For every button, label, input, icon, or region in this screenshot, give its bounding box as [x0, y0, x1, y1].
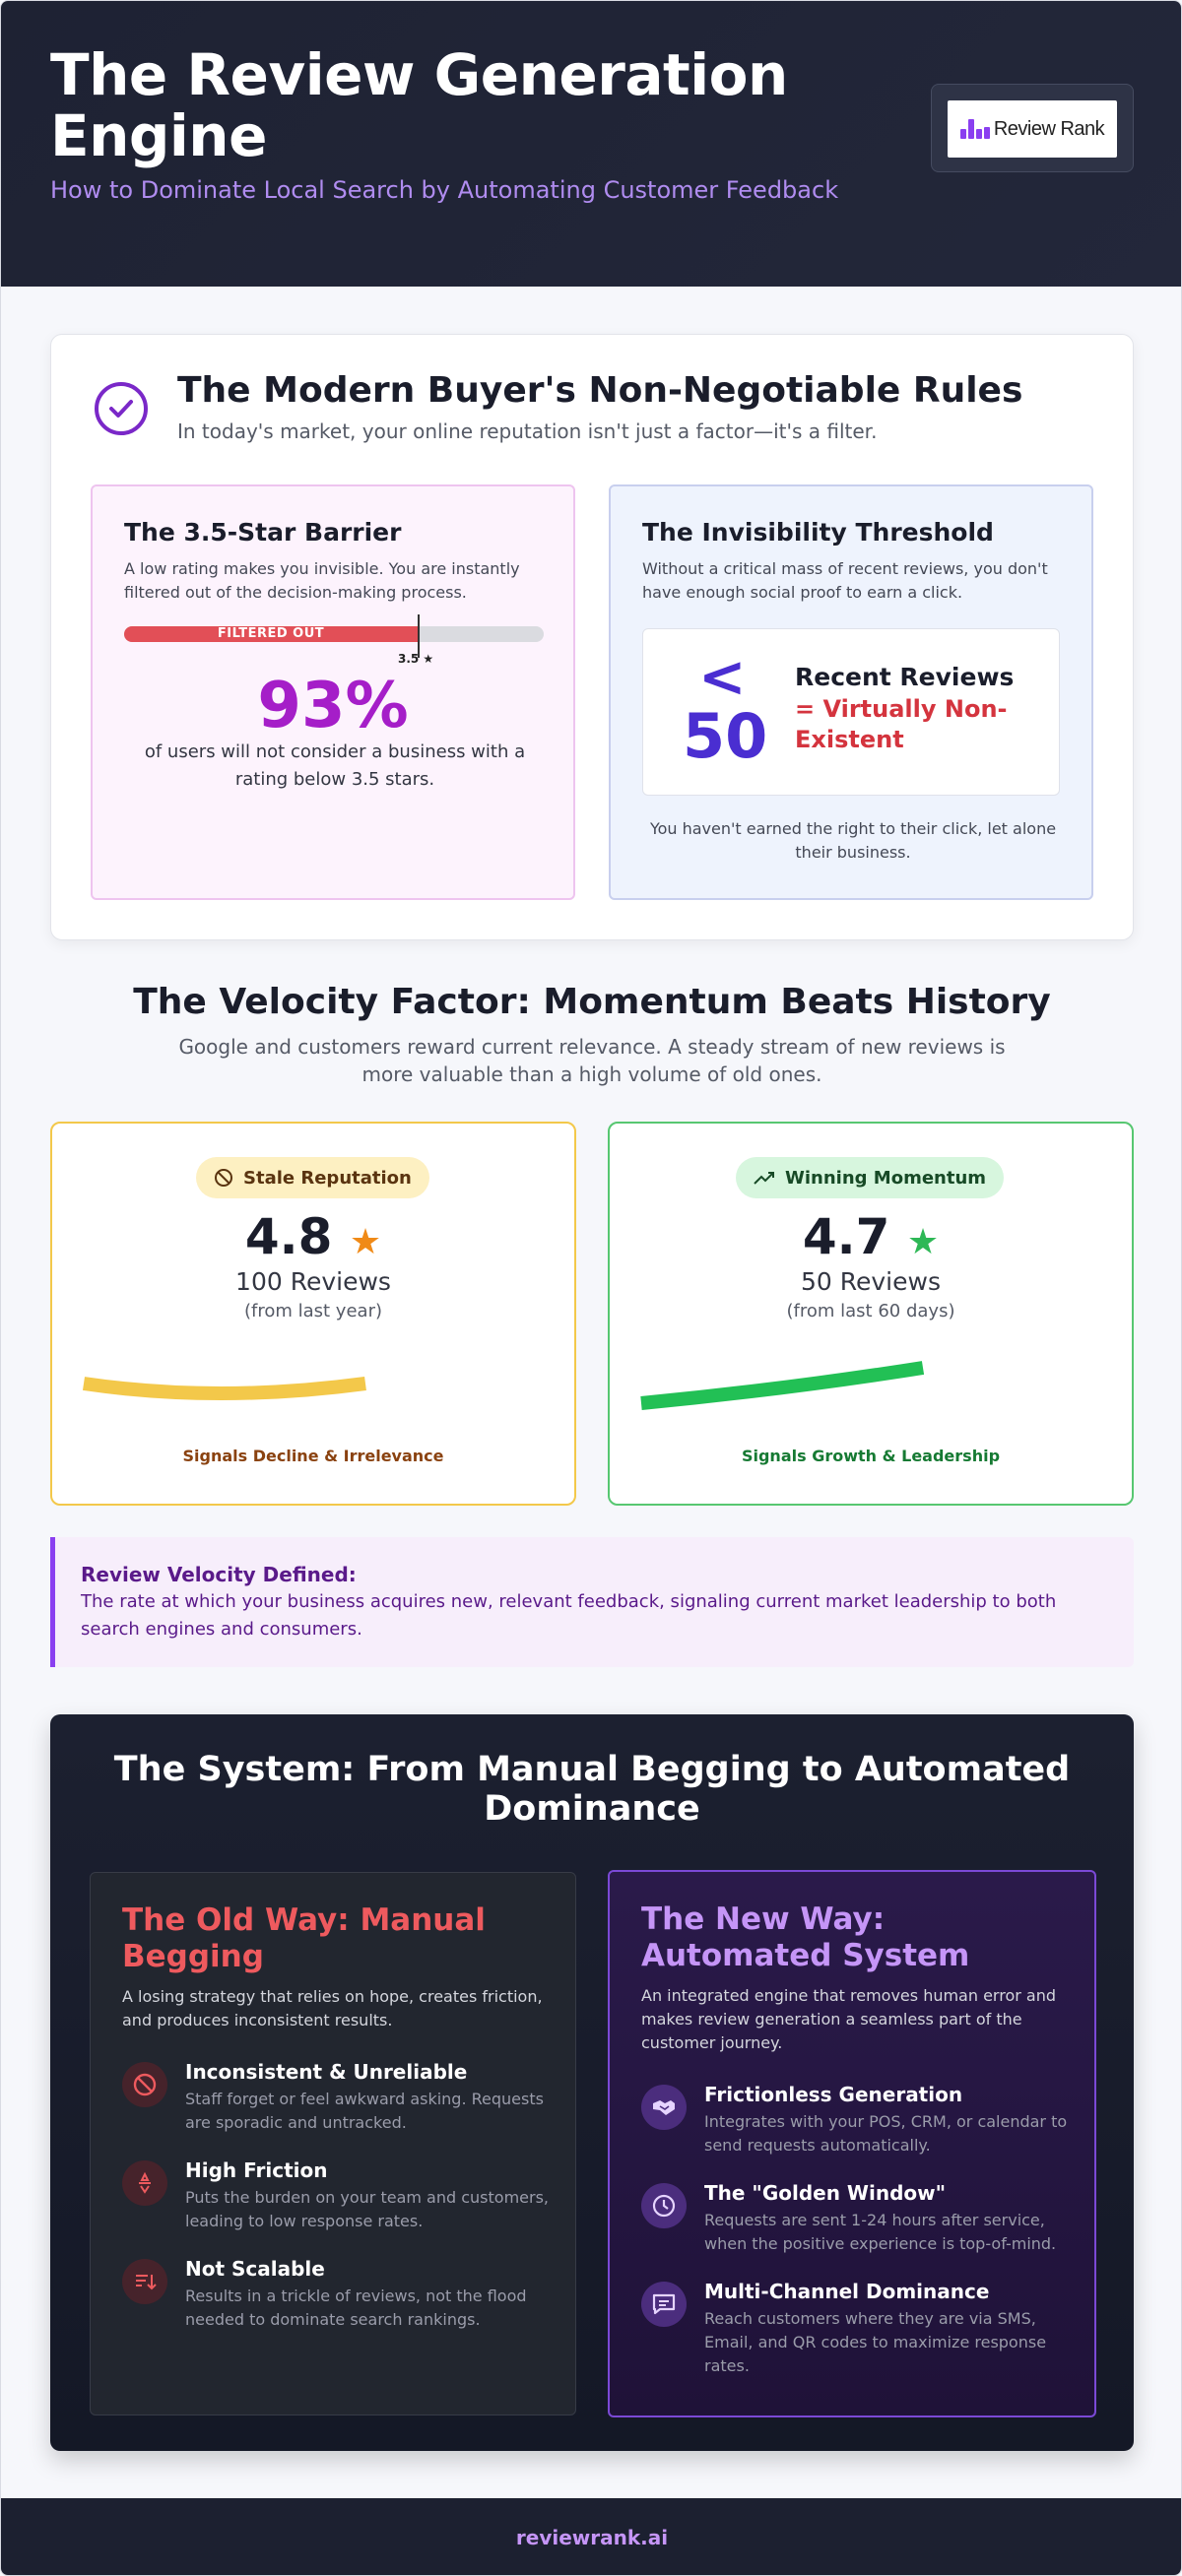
- threshold-title: The Invisibility Threshold: [642, 518, 994, 547]
- old-way-title: The Old Way: Manual Begging: [122, 1902, 486, 1974]
- system-title: The System: From Manual Begging to Automated Dominance: [113, 1750, 1071, 1829]
- star-icon: ★: [349, 1222, 382, 1262]
- new-item-text: Reach customers where they are via SMS, Email, and QR codes to maximize response rates.: [704, 2309, 1047, 2375]
- threshold-panel: [609, 484, 1093, 900]
- rules-subtitle: In today's market, your online reputation isn't just a factor—it's a filter.: [177, 419, 878, 443]
- new-item-golden-window: [641, 2181, 1075, 2270]
- trending-up-icon: [754, 1170, 775, 1186]
- stale-badge-label: Stale Reputation: [243, 1167, 412, 1189]
- header: [1, 1, 1182, 287]
- ban-icon: [122, 2062, 167, 2107]
- friction-icon: [122, 2160, 167, 2206]
- recent-reviews-label: Recent Reviews: [795, 663, 1015, 691]
- less-than-symbol: <: [698, 643, 747, 710]
- new-way-panel: [608, 1870, 1096, 2417]
- old-item-title: High Friction: [185, 2158, 328, 2182]
- declining-trend-line: [80, 1360, 375, 1419]
- winning-signal: Signals Growth & Leadership: [741, 1447, 1001, 1465]
- stale-review-count: 100 Reviews: [235, 1267, 391, 1296]
- velocity-subtitle: Google and customers reward current relevance. A steady stream of new reviews is more valuable than a high volume of old ones.: [178, 1035, 1006, 1086]
- winning-rating-value: 4.7: [802, 1208, 890, 1265]
- winning-badge-label: Winning Momentum: [785, 1167, 987, 1189]
- new-item-multi-channel: [641, 2280, 1075, 2375]
- stat-93-percent: 93%: [257, 670, 409, 742]
- velocity-definition: [50, 1537, 1134, 1667]
- logo-bars-icon: [960, 119, 990, 139]
- filtered-out-bar: FILTERED OUT: [124, 626, 418, 642]
- velocity-title: The Velocity Factor: Momentum Beats History: [133, 982, 1051, 1022]
- new-way-title: The New Way: Automated System: [641, 1901, 970, 1973]
- definition-title: Review Velocity Defined:: [81, 1563, 357, 1586]
- star-icon: ★: [906, 1222, 940, 1262]
- recent-reviews-box: [642, 628, 1060, 796]
- winning-badge: [736, 1157, 1004, 1198]
- old-item-inconsistent: [122, 2060, 556, 2149]
- barrier-panel: [91, 484, 575, 900]
- old-item-title: Inconsistent & Unreliable: [185, 2060, 468, 2084]
- stale-signal: Signals Decline & Irrelevance: [182, 1447, 444, 1465]
- new-item-title: Multi-Channel Dominance: [704, 2280, 990, 2303]
- new-item-title: Frictionless Generation: [704, 2083, 963, 2106]
- threshold-footer: You haven't earned the right to their click, let alone their business.: [649, 819, 1057, 862]
- footer: [1, 2498, 1182, 2576]
- ban-icon: [214, 1168, 233, 1188]
- rules-title: The Modern Buyer's Non-Negotiable Rules: [177, 370, 1023, 411]
- stale-period: (from last year): [243, 1301, 382, 1321]
- logo: [948, 100, 1117, 158]
- old-item-text: Puts the burden on your team and customers, leading to low response rates.: [185, 2188, 549, 2230]
- threshold-label: 3.5 ★: [398, 652, 434, 666]
- old-item-text: Results in a trickle of reviews, not the flood needed to dominate search rankings.: [185, 2286, 527, 2329]
- new-way-desc: An integrated engine that removes human error and makes review generation a seamless part of the customer journey.: [641, 1986, 1057, 2052]
- page-subtitle: How to Dominate Local Search by Automating Customer Feedback: [50, 176, 839, 204]
- stale-rating: [52, 1208, 574, 1265]
- message-icon: [641, 2282, 687, 2327]
- new-item-frictionless: [641, 2083, 1075, 2171]
- stat-description: of users will not consider a business with a rating below 3.5 stars.: [144, 741, 526, 790]
- stale-rating-value: 4.8: [244, 1208, 333, 1265]
- growth-trend-line: [637, 1360, 933, 1419]
- threshold-desc: Without a critical mass of recent reviews, you don't have enough social proof to earn a click.: [642, 559, 1048, 602]
- list-down-icon: [122, 2259, 167, 2304]
- stale-badge: [196, 1157, 429, 1198]
- stale-reputation-card: [50, 1122, 576, 1506]
- old-way-panel: [90, 1872, 576, 2415]
- non-existent-warning: = Virtually Non-Existent: [795, 695, 1008, 753]
- barrier-desc: A low rating makes you invisible. You are instantly filtered out of the decision-making process.: [124, 559, 520, 602]
- winning-momentum-card: [608, 1122, 1134, 1506]
- old-item-title: Not Scalable: [185, 2257, 325, 2281]
- old-way-desc: A losing strategy that relies on hope, creates friction, and produces inconsistent results.: [122, 1987, 543, 2029]
- check-circle-icon: [95, 382, 148, 435]
- new-item-text: Integrates with your POS, CRM, or calendar to send requests automatically.: [704, 2112, 1068, 2155]
- winning-period: (from last 60 days): [786, 1301, 955, 1321]
- old-item-not-scalable: [122, 2257, 556, 2346]
- rules-card: [50, 334, 1134, 940]
- old-item-text: Staff forget or feel awkward asking. Requests are sporadic and untracked.: [185, 2090, 544, 2132]
- rating-bar: [124, 626, 544, 642]
- definition-text: The rate at which your business acquires new, relevant feedback, signaling current market leadership to both search engines and consumers.: [81, 1591, 1057, 1640]
- winning-review-count: 50 Reviews: [801, 1267, 941, 1296]
- footer-url-link[interactable]: reviewrank.ai: [515, 2526, 669, 2549]
- logo-text: Review Rank: [993, 117, 1105, 140]
- page-title: The Review Generation Engine: [50, 41, 788, 169]
- new-item-text: Requests are sent 1-24 hours after service, when the positive experience is top-of-mind.: [704, 2211, 1057, 2253]
- handshake-icon: [641, 2085, 687, 2130]
- new-item-title: The "Golden Window": [704, 2181, 947, 2205]
- barrier-title: The 3.5-Star Barrier: [124, 518, 402, 547]
- winning-rating: [610, 1208, 1132, 1265]
- logo-container: [931, 84, 1134, 172]
- old-item-friction: [122, 2158, 556, 2247]
- fifty-number: 50: [683, 700, 768, 772]
- clock-icon: [641, 2183, 687, 2228]
- system-section: [50, 1714, 1134, 2451]
